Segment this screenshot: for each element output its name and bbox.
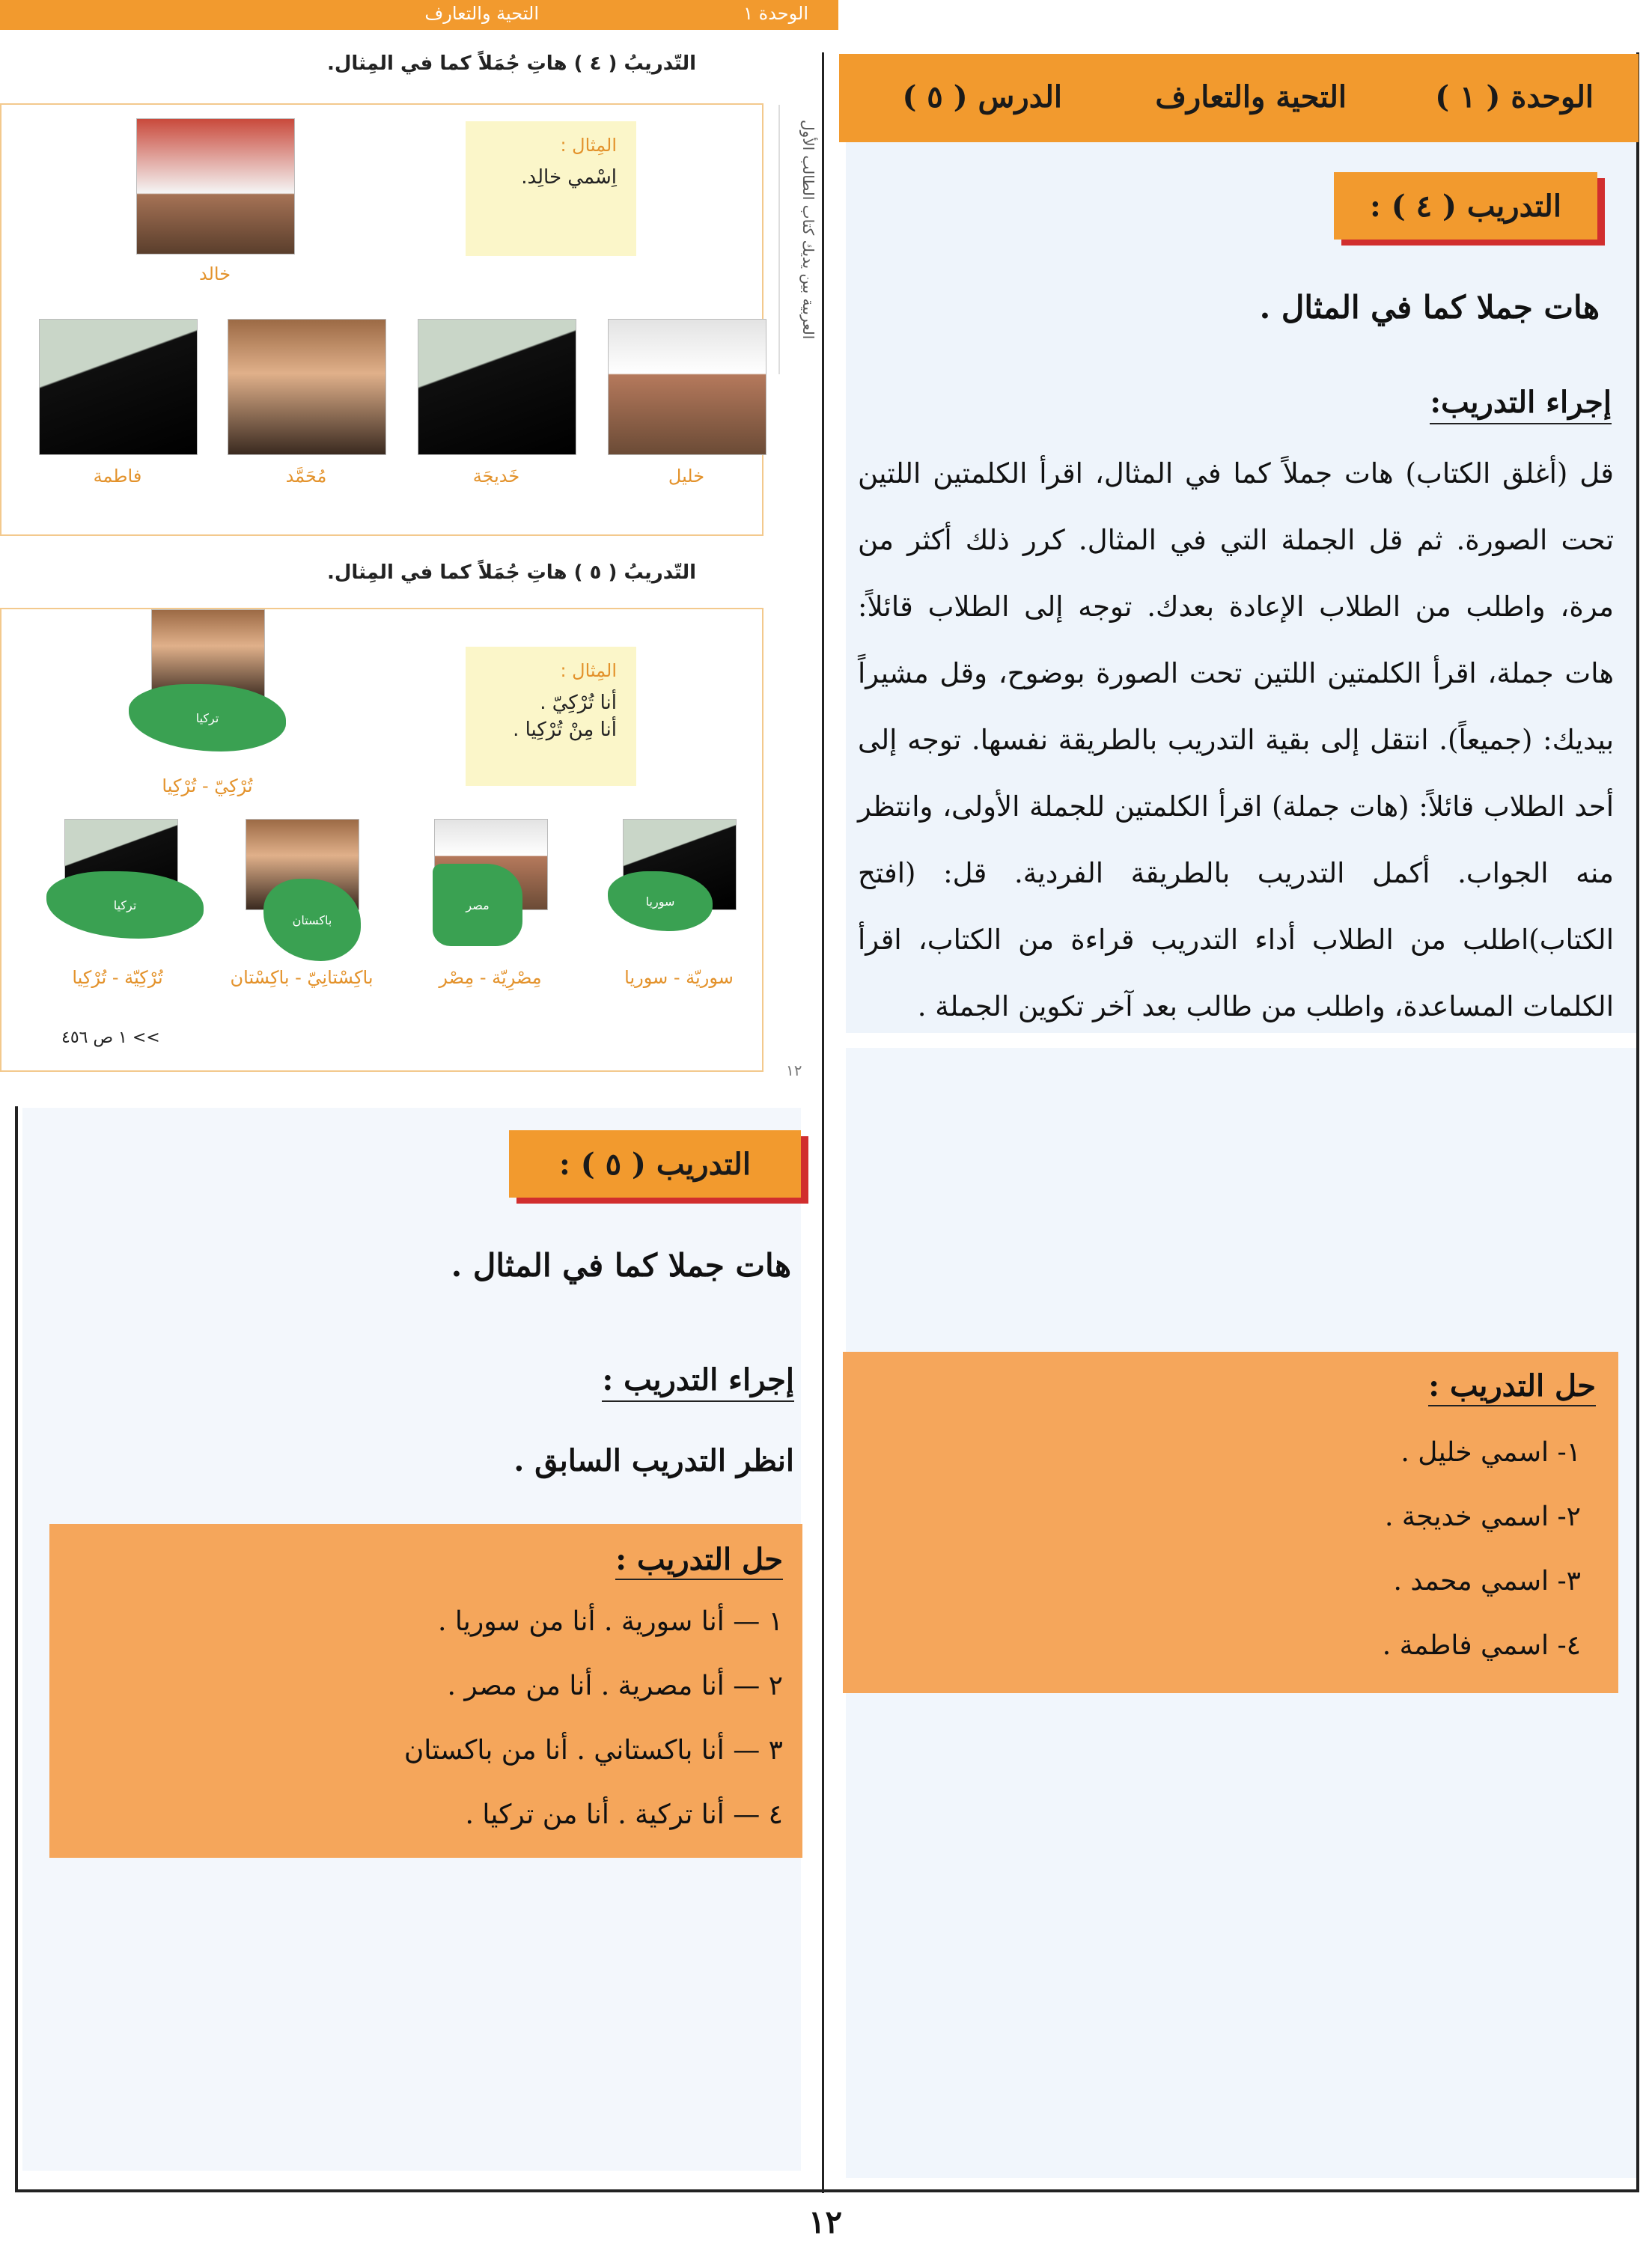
solution-line-4: ٤ — أنا تركية . أنا من تركيا . [465,1799,783,1830]
solution-line-2: ٢ — أنا مصرية . أنا من مصر . [447,1671,783,1701]
exercise5-heading: هات جملا كما في المثال . [451,1247,791,1284]
example-sentence-2: أنا مِنْ تُرْكِيا . [513,719,617,741]
map-syria: سوريا [608,871,713,931]
top-strip [0,0,838,30]
exercise5-title: التّدريبُ ( ٥ ) هاتِ جُمَلاً كما في المِثال. [326,561,696,584]
caption-turkish: تُرْكِيّ - تُرْكِيا [162,775,253,796]
caption-fatima: فاطمة [93,466,142,487]
unit-header-bar [839,54,1639,142]
solution-line-4: ٤- اسمي فاطمة . [1382,1630,1581,1661]
caption-syrian: سوريّة - سوريا [624,967,734,988]
map-egypt: مصر [433,864,522,946]
exercise4-example [466,121,636,256]
solution-line-3: ٣ — أنا باكستاني . أنا من باكستان [403,1735,783,1766]
caption-muhammad: مُحَمَّد [285,466,327,487]
exercise4-solution-box [843,1352,1618,1693]
example-sentence-1: أنا تُرْكِيّ . [540,692,617,714]
right-column-frame [822,52,1640,2193]
map-turkey-2: تركيا [46,871,204,939]
exercise5-procedure-text: انظر التدريب السابق . [513,1443,794,1478]
exercise5-solution-box [49,1524,802,1858]
caption-khalil: خليل [668,466,705,487]
top-strip-title: التحية والتعارف [424,3,539,24]
student-book-page [0,30,838,1093]
exercise4-tab: التدريب ( ٤ ) : [1334,172,1597,240]
exercise5-tab: التدريب ( ٥ ) : [509,1130,801,1198]
exercise4-title: التّدريبُ ( ٤ ) هاتِ جُمَلاً كما في المِثال. [326,52,696,75]
exercise4-solution-title: حل التدريب : [1428,1368,1596,1406]
spine-text: العربية بين يديك كتاب الطالب الأول [799,120,817,340]
photo-khalil [608,319,766,455]
page-reference: >> ١ ص ٤٥٦ [61,1028,160,1047]
top-strip-unit: الوحدة ١ [743,3,808,24]
caption-pakistani: باكِسْتانِيّ - باكِسْتان [230,967,374,988]
solution-line-1: ١- اسمي خليل . [1400,1437,1581,1468]
unit-number: الوحدة ( ١ ) [1435,79,1594,115]
unit-title: التحية والتعارف [1155,79,1347,115]
example-label: المِثال : [560,660,617,681]
page-number: ١٢ [808,2204,843,2240]
photo-muhammad [228,319,386,455]
book-page-number: ١٢ [786,1061,802,1079]
caption-egyptian: مِصْرِيّة - مِصْر [439,967,542,988]
exercise4-procedure-title: إجراء التدريب: [1430,385,1612,424]
exercise4-box [0,103,763,536]
right-rule [1636,52,1639,2192]
exercise5-example [466,647,636,786]
lesson-number: الدرس ( ٥ ) [902,79,1062,115]
map-pakistan: باكستان [263,879,361,961]
exercise4-procedure-text: قل (أغلق الكتاب) هات جملاً كما في المثال، اقرأ الكلمتين اللتين تحت الصورة. ثم قل الجملة التي في المثال. كرر ذلك أكثر من مرة، واطلب من الطلاب الإعادة بعدك. توجه إلى الطلاب قائلاً: هات جملة، اقرأ الكلمتين اللتين تحت الصورة بوضوح، وقل مشيراً بيديك: (جميعاً). انتقل إلى بقية التدريب بالطريقة نفسها. توجه إلى أحد الطلاب قائلاً: (هات جملة) اقرأ الكلمتين للجملة الأولى، وانتظر منه الجواب. أكمل التدريب بالطريقة الفردية. قل: (افتح الكتاب)اطلب من الطلاب أداء التدريب قراءة من الكتاب، اقرأ الكلمات المساعدة، واطلب من طالب بعد آخر تكوين الجملة . [858,457,1615,1022]
left-bottom-rule [15,2189,823,2192]
caption-khalid: خالد [198,263,231,284]
photo-khalid [136,118,295,254]
left-rule [15,1106,18,2192]
solution-line-2: ٢- اسمي خديجة . [1385,1502,1581,1532]
map-turkey: تركيا [129,684,286,751]
exercise5-box [0,608,763,1072]
bottom-rule [820,2189,1639,2192]
exercise5-solution-title: حل التدريب : [615,1542,783,1580]
solution-line-3: ٣- اسمي محمد . [1393,1566,1581,1597]
exercise4-heading: هات جملا كما في المثال . [1259,289,1600,326]
photo-fatima [39,319,198,455]
example-label: المِثال : [560,135,617,156]
caption-turkish-woman: تُرْكِيّة - تُرْكِيا [72,967,163,988]
solution-line-1: ١ — أنا سورية . أنا من سوريا . [437,1606,783,1637]
example-sentence: اِسْمي خالِد. [521,166,617,189]
exercise5-procedure-title: إجراء التدريب : [602,1362,794,1402]
photo-khadija [418,319,576,455]
caption-khadija: خَديجَة [472,466,520,487]
